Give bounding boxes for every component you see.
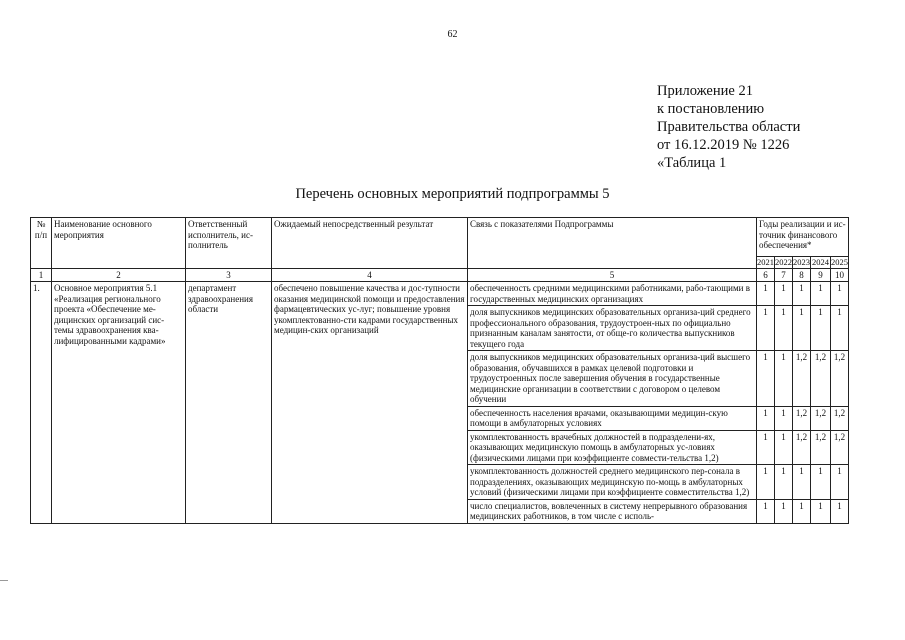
column-number: 4 — [272, 268, 468, 282]
indicator-value: 1 — [793, 499, 811, 523]
indicator-value: 1 — [775, 306, 793, 351]
appendix-line: «Таблица 1 — [657, 155, 727, 171]
year-header: 2022 — [775, 257, 792, 267]
indicator-value: 1 — [775, 465, 793, 500]
indicator-value: 1,2 — [831, 351, 849, 407]
indicator-value: 1,2 — [793, 351, 811, 407]
appendix-line: от 16.12.2019 № 1226 — [657, 137, 790, 153]
indicator-value: 1,2 — [831, 406, 849, 430]
header-name: Наименование основного мероприятия — [52, 218, 186, 269]
header-result: Ожидаемый непосредственный результат — [272, 218, 468, 269]
indicator-text: число специалистов, вовлеченных в систему непрерывного образования медицинских работников, в том числе с исполь- — [468, 499, 757, 523]
column-number: 7 — [775, 268, 793, 282]
appendix-line: Правительства области — [657, 119, 801, 135]
appendix-line: Приложение 21 — [657, 83, 753, 99]
column-number: 2 — [52, 268, 186, 282]
year-header: 2021 — [757, 257, 774, 267]
indicator-value: 1 — [793, 282, 811, 306]
indicator-value: 1,2 — [811, 351, 831, 407]
indicator-value: 1 — [757, 465, 775, 500]
appendix-block — [657, 82, 800, 172]
indicator-value: 1 — [811, 306, 831, 351]
indicator-value: 1 — [775, 351, 793, 407]
column-number: 10 — [831, 268, 849, 282]
year-header: 2025 — [831, 257, 848, 267]
indicator-value: 1 — [831, 306, 849, 351]
indicator-value: 1,2 — [831, 430, 849, 465]
indicator-value: 1 — [811, 499, 831, 523]
indicator-value: 1,2 — [811, 406, 831, 430]
indicator-value: 1 — [831, 282, 849, 306]
table-row — [31, 282, 849, 306]
indicator-text: обеспеченность средними медицинскими работниками, рабо-тающими в государственных медицинских организациях — [468, 282, 757, 306]
indicator-value: 1 — [775, 406, 793, 430]
measures-table — [30, 217, 849, 524]
indicator-value: 1,2 — [793, 406, 811, 430]
indicator-value: 1 — [831, 465, 849, 500]
indicator-value: 1 — [757, 282, 775, 306]
indicator-value: 1 — [811, 465, 831, 500]
indicator-text: доля выпускников медицинских образовательных организа-ций среднего профессионального образования, трудоустроен-ных по официально признанным каналам занятости, от обще-го количества выпускников текущего года — [468, 306, 757, 351]
indicator-value: 1 — [793, 465, 811, 500]
header-link: Связь с показателями Подпрограммы — [468, 218, 757, 269]
indicator-value: 1,2 — [811, 430, 831, 465]
appendix-line: к постановлению — [657, 101, 765, 117]
column-number: 3 — [186, 268, 272, 282]
indicator-value: 1 — [831, 499, 849, 523]
measure-name: Основное мероприятия 5.1 «Реализация регионального проекта «Обеспечение ме-дицинских организаций сис-темы здравоохранения ква-лифицированными кадрами» — [52, 282, 186, 524]
measure-executor: департамент здравоохранения области — [186, 282, 272, 524]
column-number: 1 — [31, 268, 52, 282]
document-title: Перечень основных мероприятий подпрограммы 5 — [295, 186, 610, 202]
indicator-value: 1 — [811, 282, 831, 306]
header-executor: Ответственный исполнитель, ис-полнитель — [186, 218, 272, 269]
indicator-value: 1 — [757, 499, 775, 523]
indicator-text: доля выпускников медицинских образовательных организа-ций высшего образования, обучавшихся в рамках целевой подготовки и трудоустроенных после завершения обучения в государственные медицинские организации в соответствии с договором о целевом обучении — [468, 351, 757, 407]
header-years: Годы реализации и ис-точник финансового обеспечения* — [757, 218, 849, 257]
indicator-value: 1 — [757, 406, 775, 430]
indicator-value: 1 — [775, 499, 793, 523]
column-number: 5 — [468, 268, 757, 282]
indicator-text: обеспеченность населения врачами, оказывающими медицин-скую помощи в амбулаторных условиях — [468, 406, 757, 430]
page-number: 62 — [447, 29, 458, 40]
year-header: 2024 — [812, 257, 829, 267]
indicator-value: 1 — [757, 430, 775, 465]
indicator-value: 1 — [757, 351, 775, 407]
measure-result: обеспечено повышение качества и дос-тупности оказания медицинской помощи и предоставления фармацевтических ус-луг; повышение уровня укомплектованно-сти кадрами государственных медицин-ских организаций — [272, 282, 468, 524]
column-number: 9 — [811, 268, 831, 282]
year-header: 2023 — [793, 257, 810, 267]
indicator-value: 1 — [775, 282, 793, 306]
indicator-value: 1 — [757, 306, 775, 351]
indicator-text: укомплектованность врачебных должностей в подразделени-ях, оказывающих медицинскую помощь в амбулаторных ус-ловиях (физическими лицами при коэффициенте совмести-тельства 1,2) — [468, 430, 757, 465]
indicator-value: 1,2 — [793, 430, 811, 465]
row-number: 1. — [31, 282, 52, 524]
indicator-text: укомплектованность должностей среднего медицинского пер-сонала в подразделениях, оказывающих медицинскую по-мощь в амбулаторных условий (физическими лицами при коэффициенте совместительства 1,2) — [468, 465, 757, 500]
column-number: 8 — [793, 268, 811, 282]
column-number: 6 — [757, 268, 775, 282]
indicator-value: 1 — [793, 306, 811, 351]
indicator-value: 1 — [775, 430, 793, 465]
scan-edge-mark — [0, 580, 8, 581]
header-num: № п/п — [31, 218, 52, 269]
